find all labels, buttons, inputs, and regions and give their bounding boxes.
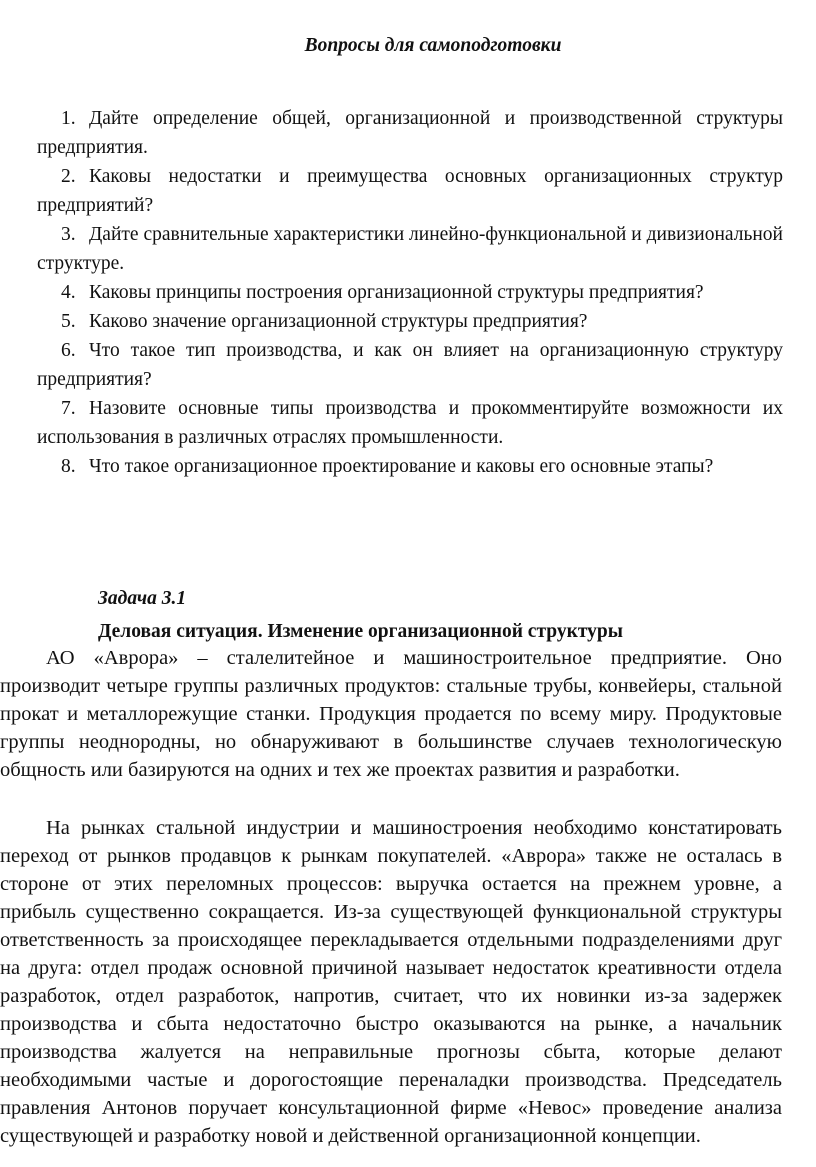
question-text: Каковы принципы построения организационной структуры предприятия? xyxy=(89,282,704,303)
question-number: 8. xyxy=(61,456,76,477)
question-number: 5. xyxy=(61,311,76,332)
question-number: 4. xyxy=(61,282,76,303)
case-paragraph-2: На рынках стальной индустрии и машиностроения необходимо констатировать переход от рынков продавцов к рынкам покупателей. «Аврора» также не осталась в стороне от этих переломных процессов: выручка остается на прежнем уровне, а прибыль существенно сокращается. Из-за существующей функциональной структуры ответственность за происходящее перекладывается отдельными подразделениями друг на друга: отдел продаж основной причиной называет недостаток креативности отдела разработок, отдел разработок, напротив, считает, что их новинки из-за задержек производства и сбыта недостаточно быстро оказываются на рынке, а начальник производства жалуется на неправильные прогнозы сбыта, которые делают необходимыми частые и дорогостоящие переналадки производства. Председатель правления Антонов поручает консультационной фирме «Невос» проведение анализа существующей и разработку новой и действенной организационной концепции. xyxy=(0,817,782,1147)
task-title: Задача 3.1 xyxy=(98,588,187,609)
list-item xyxy=(37,394,783,452)
question-text: Что такое тип производства, и как он влияет на организационную структуру предприятия? xyxy=(37,340,783,390)
list-item xyxy=(37,336,783,394)
case-title: Деловая ситуация. Изменение организационной структуры xyxy=(98,621,623,642)
question-number: 7. xyxy=(61,398,76,419)
question-text: Дайте определение общей, организационной и производственной структуры предприятия. xyxy=(37,108,783,158)
case-paragraph-1: АО «Аврора» – сталелитейное и машиностроительное предприятие. Оно производит четыре группы различных продуктов: стальные трубы, конвейеры, стальной прокат и металлорежущие станки. Продукция продается по всему миру. Продуктовые группы неоднородны, но обнаруживают в большинстве случаев технологическую общность или базируются на одних и тех же проектах развития и разработки. xyxy=(0,647,782,781)
list-item xyxy=(37,162,783,220)
question-text: Назовите основные типы производства и прокомментируйте возможности их использования в различных отраслях промышленности. xyxy=(37,398,783,448)
question-number: 1. xyxy=(61,108,76,129)
questions-list xyxy=(37,104,783,481)
question-text: Дайте сравнительные характеристики линейно-функциональной и дивизиональной структуре. xyxy=(37,224,783,274)
question-text: Каковы недостатки и преимущества основных организационных структур предприятий? xyxy=(37,166,783,216)
list-item xyxy=(37,452,783,481)
list-item xyxy=(37,278,783,307)
section-title: Вопросы для самоподготовки xyxy=(304,35,562,56)
question-number: 3. xyxy=(61,224,76,245)
question-number: 2. xyxy=(61,166,76,187)
list-item xyxy=(37,104,783,162)
list-item xyxy=(37,307,783,336)
question-text: Что такое организационное проектирование и каковы его основные этапы? xyxy=(89,456,714,477)
question-number: 6. xyxy=(61,340,76,361)
question-text: Каково значение организационной структуры предприятия? xyxy=(89,311,588,332)
list-item xyxy=(37,220,783,278)
